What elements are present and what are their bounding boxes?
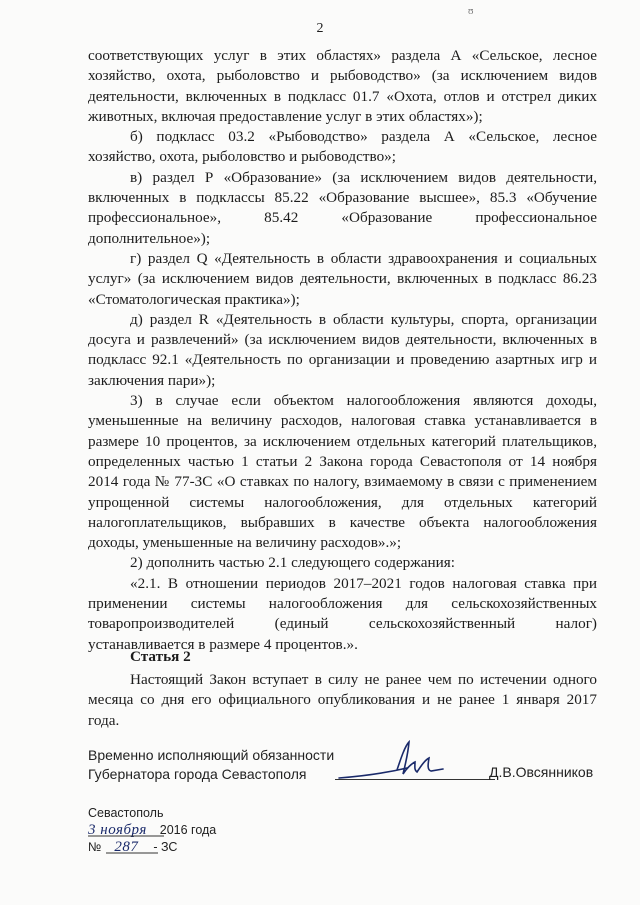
number-suffix: - ЗС [153,840,178,854]
place-date-number [88,805,216,856]
number-handwritten: 287 [114,839,139,855]
article-heading: Статья 2 [130,648,191,665]
signature-line [335,779,495,780]
date-row [88,822,216,839]
paragraph-b: б) подкласс 03.2 «Рыбоводство» раздела А «Сельское, лесное хозяйство, охота, рыболовство и рыбоводство»; [88,128,597,166]
paragraph-d: д) раздел R «Деятельность в области культуры, спорта, организации досуга и развлечений» (за исключением видов деятельности, включенных в подкласс 92.1 «Деятельность по организации и проведению азартных игр и заключения пари»); [88,310,597,389]
signatory-title [88,746,334,784]
law-body [88,46,597,655]
date-handwritten: 3 ноября [88,822,147,838]
signatory-title-line2: Губернатора города Севастополя [88,766,307,782]
number-prefix: № [88,840,102,854]
signatory-name: Д.В.Овсянников [489,764,594,780]
paragraph-v: в) раздел Р «Образование» (за исключением видов деятельности, включенных в подклассы 85.22 «Образование высшее», 85.3 «Обучение профессиональное», 85.42 «Образование профессиональное дополнительное»); [88,168,597,247]
paragraph-3: 3) в случае если объектом налогообложения являются доходы, уменьшенные на величину расходов, налоговая ставка устанавливается в размере 10 процентов, за исключением отдельных категорий плательщиков, определенных частью 1 статьи 2 Закона города Севастополя от 14 ноября 2014 года № 77-ЗС «О ставках по налогу, взимаемому в связи с применением упрощенной системы налогообложения, для отдельных категорий налогоплательщиков, выбравших в качестве объекта налогообложения доходы, уменьшенные на величину расходов».»; [88,392,597,552]
paragraph-2-intro: 2) дополнить частью 2.1 следующего содержания: [130,554,455,572]
number-row [88,839,216,856]
page-number: 2 [316,21,324,36]
paragraph-2-1: «2.1. В отношении периодов 2017–2021 годов налоговая ставка при применении системы налогообложения для сельскохозяйственных товаропроизводителей (единый сельскохозяйственный налог) устанавливается в размере 4 процентов.». [88,574,597,653]
article-body [88,670,597,731]
number-underline [106,852,206,855]
paragraph-g: г) раздел Q «Деятельность в области здравоохранения и социальных услуг» (за исключением видов деятельности, включенных в подкласс 86.23 «Стоматологическая практика»); [88,249,597,308]
date-underline [88,835,188,838]
scan-mark: ʊ [468,6,474,17]
article-paragraph: Настоящий Закон вступает в силу не ранее чем по истечении одного месяца со дня его официального опубликования и не ранее 1 января 2017 года. [88,671,597,729]
paragraph-continuation: соответствующих услуг в этих областях» раздела А «Сельское, лесное хозяйство, охота, рыболовство и рыбоводство» (за исключением видов деятельности, включенных в подкласс 01.7 «Охота, отлов и отстрел диких животных, включая предоставление услуг в этих областях»); [88,47,597,125]
handwritten-signature [335,738,445,783]
signatory-title-line1: Временно исполняющий обязанности [88,747,335,763]
date-year: 2016 года [159,823,217,837]
place: Севастополь [88,806,164,820]
